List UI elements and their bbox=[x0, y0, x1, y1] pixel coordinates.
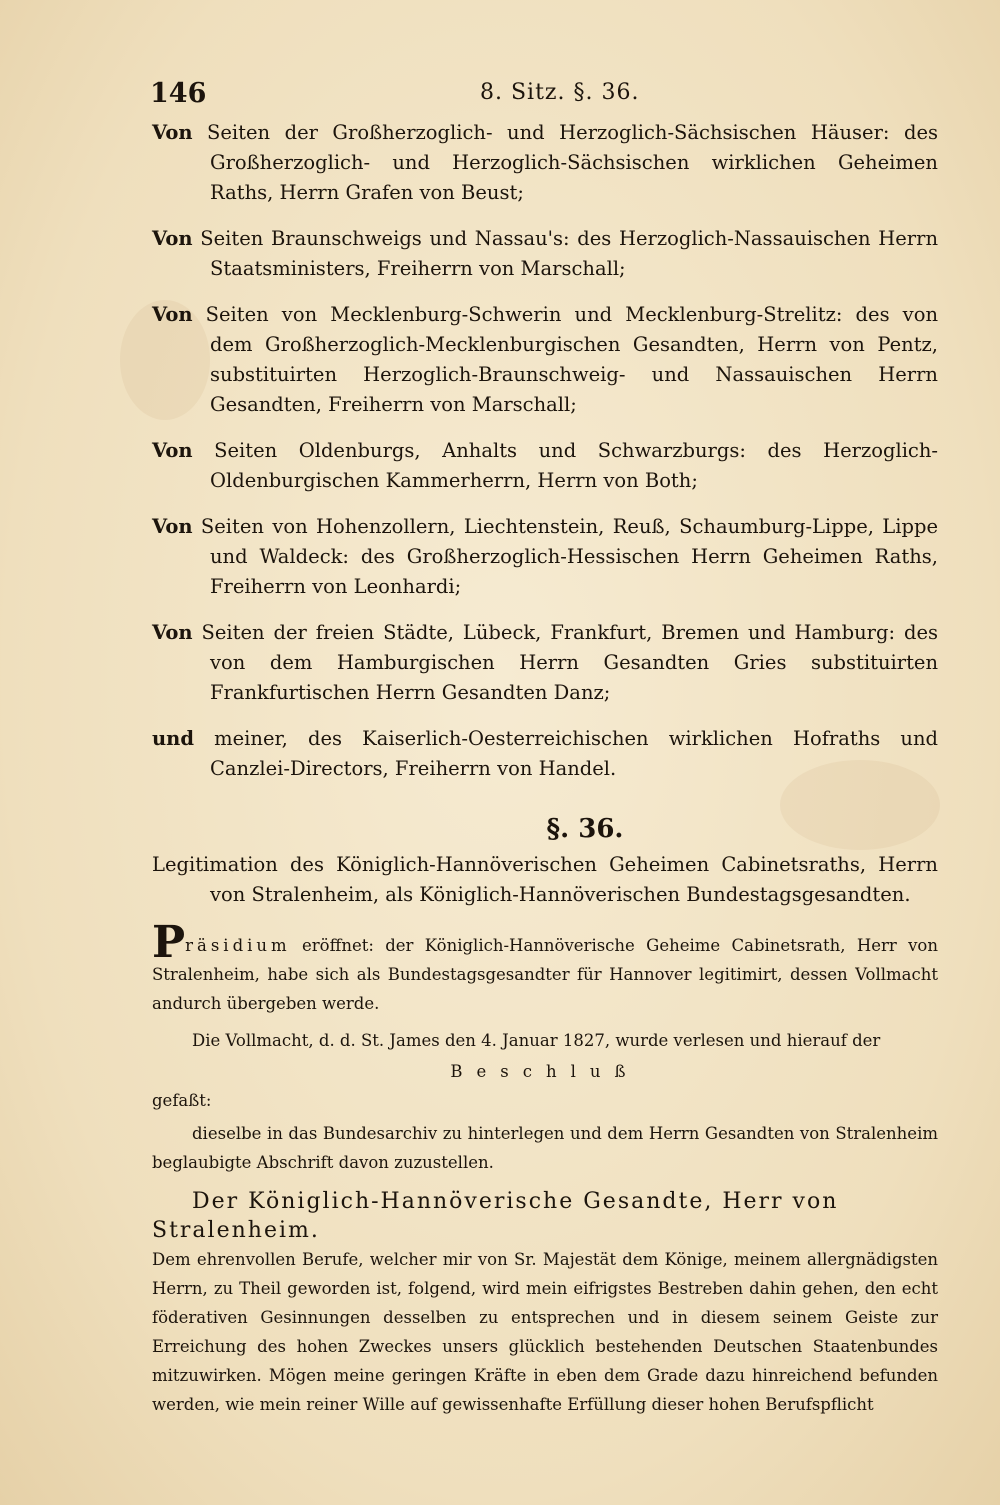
vollmacht-paragraph: Die Vollmacht, d. d. St. James den 4. Januar 1827, wurde verlesen und hierauf der bbox=[192, 1031, 881, 1050]
section-number: §. 36. bbox=[546, 814, 624, 844]
delegate-entry bbox=[152, 724, 938, 784]
page-header bbox=[150, 78, 940, 114]
protocol-text bbox=[152, 917, 938, 1419]
entry-lead: Von bbox=[152, 121, 193, 144]
entry-text: Seiten von Hohenzollern, Liechtenstein, Reuß, Schaumburg-Lippe, Lippe und Waldeck: des Großherzoglich-Hessischen Herrn Geheimen Raths, Freiherrn von Leonhardi; bbox=[200, 515, 938, 598]
entry-text: Seiten der freien Städte, Lübeck, Frankfurt, Bremen und Hamburg: des von dem Hamburgischen Herrn Gesandten Gries substituirten Frankfurtischen Herrn Gesandten Danz; bbox=[201, 621, 938, 704]
page-body bbox=[152, 118, 938, 1419]
entry-text: meiner, des Kaiserlich-Oesterreichischen wirklichen Hofraths und Canzlei-Directors, Freiherrn von Handel. bbox=[210, 727, 938, 780]
drop-initial: P bbox=[152, 917, 186, 968]
delegate-entry bbox=[152, 512, 938, 602]
presidium-text: eröffnet: der Königlich-Hannöverische Geheime Cabinetsrath, Herr von Stralenheim, habe sich als Bundestagsgesandter für Hannover legitimirt, dessen Vollmacht andurch übergeben werde. bbox=[152, 936, 938, 1013]
delegate-entry bbox=[152, 224, 938, 284]
gefasst-word: gefaßt: bbox=[152, 1091, 212, 1110]
resolution-paragraph: dieselbe in das Bundesarchiv zu hinterlegen und dem Herrn Gesandten von Stralenheim beglaubigte Abschrift davon zuzustellen. bbox=[152, 1124, 938, 1172]
section-title: Legitimation des Königlich-Hannöverischen Geheimen Cabinetsraths, Herrn von Stralenheim, als Königlich-Hannöverischen Bundestagsgesandten. bbox=[152, 853, 938, 906]
entry-text: Seiten von Mecklenburg-Schwerin und Mecklenburg-Strelitz: des von dem Großherzoglich-Mecklenburgischen Gesandten, Herrn von Pentz, substituirten Herzoglich-Braunschweig- und Nassauischen Herrn Gesandten, Freiherrn von Marschall; bbox=[205, 303, 938, 416]
entry-lead: Von bbox=[152, 439, 193, 462]
page-number: 146 bbox=[150, 78, 207, 109]
entry-text: Seiten Oldenburgs, Anhalts und Schwarzburgs: des Herzoglich-Oldenburgischen Kammerherrn, Herrn von Both; bbox=[210, 439, 938, 492]
entry-lead: Von bbox=[152, 515, 193, 538]
running-head: 8. Sitz. §. 36. bbox=[480, 80, 640, 105]
presidium-word: räsidium bbox=[185, 936, 291, 955]
speaker-heading: Der Königlich-Hannöverische Gesandte, Herr von Stralenheim. bbox=[152, 1189, 839, 1243]
beschluss-word: Beschluß bbox=[450, 1062, 640, 1081]
speech-paragraph: Dem ehrenvollen Berufe, welcher mir von Sr. Majestät dem Könige, meinem allergnädigsten Herrn, zu Theil geworden ist, folgend, wird mein eifrigstes Bestreben dahin gehen, den echt föderativen Gesinnungen desselben zu entsprechen und in diesem seinem Geiste zur Erreichung des hohen Zweckes unsers glücklich bestehenden Deutschen Staatenbundes mitzuwirken. Mögen meine geringen Kräfte in eben dem Grade dazu hinreichend befunden werden, wie mein reiner Wille auf gewissenhafte Erfüllung dieser hohen Berufspflicht bbox=[152, 1250, 938, 1414]
entry-text: Seiten der Großherzoglich- und Herzoglich-Sächsischen Häuser: des Großherzoglich- und Herzoglich-Sächsischen wirklichen Geheimen Raths, Herrn Grafen von Beust; bbox=[207, 121, 938, 204]
entry-lead: Von bbox=[152, 227, 193, 250]
delegate-entry bbox=[152, 300, 938, 420]
entry-lead: und bbox=[152, 727, 194, 750]
delegate-entry bbox=[152, 436, 938, 496]
entry-lead: Von bbox=[152, 621, 193, 644]
delegate-entry bbox=[152, 118, 938, 208]
entry-text: Seiten Braunschweigs und Nassau's: des Herzoglich-Nassauischen Herrn Staatsministers, Freiherrn von Marschall; bbox=[200, 227, 939, 280]
presidium-paragraph bbox=[152, 917, 938, 1018]
entry-lead: Von bbox=[152, 303, 193, 326]
delegate-entry bbox=[152, 618, 938, 708]
